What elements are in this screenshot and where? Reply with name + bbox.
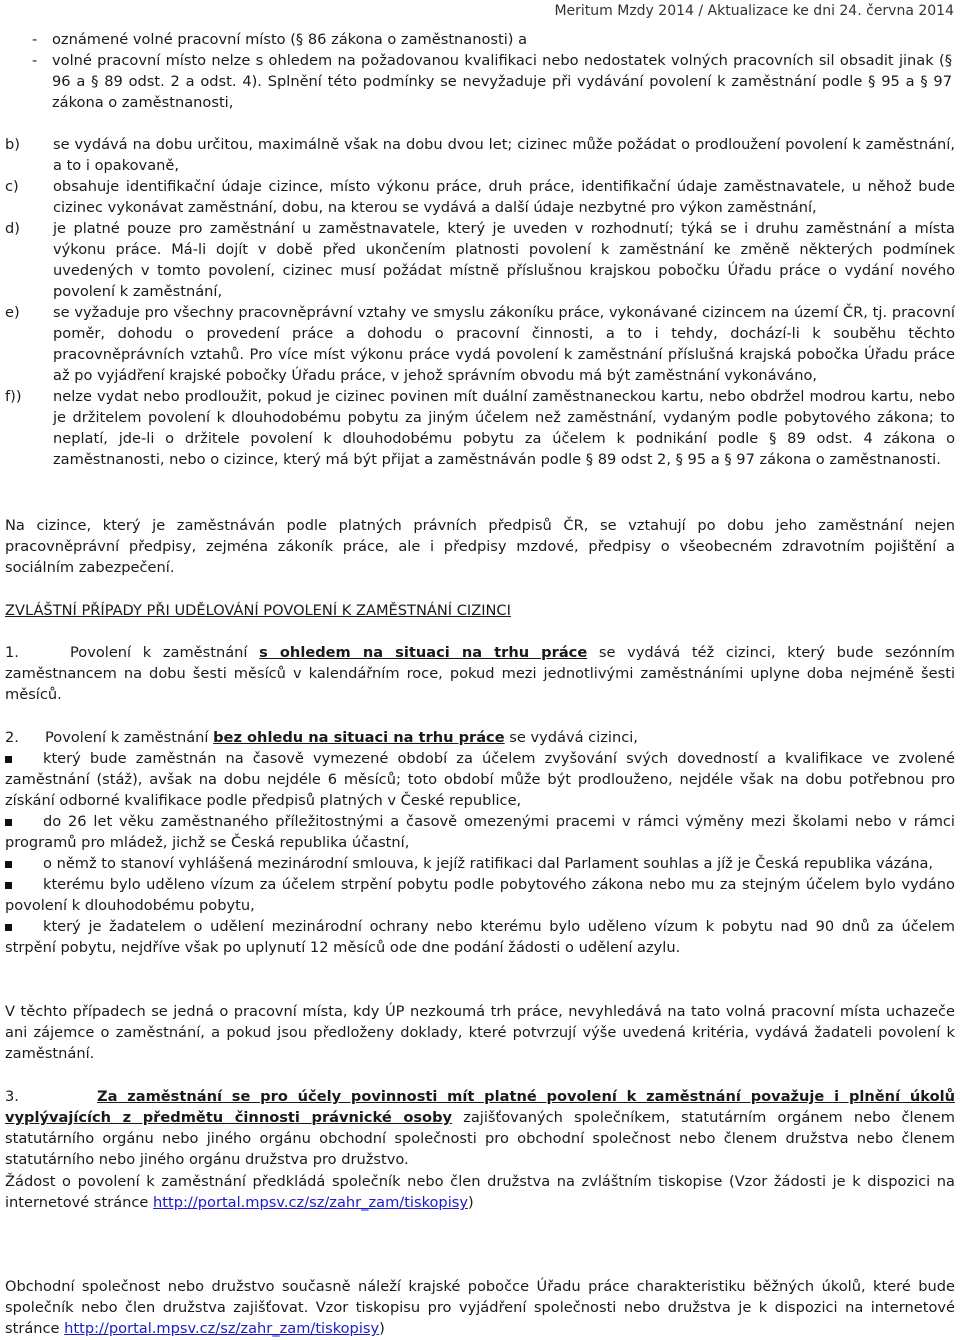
paragraph-zadost-tail: ): [468, 1194, 474, 1211]
bullet-text: který je žadatelem o udělení mezinárodní ochrany nebo kterému bylo uděleno vízum k pobytu nad 90 dnů za účelem strpění pobytu, nejdříve však po uplynutí 12 měsíců ode dne podání žádosti o udělení azylu.: [5, 918, 955, 956]
dash-icon: -: [32, 31, 38, 48]
section-3: [5, 1086, 955, 1170]
bullet-item: [5, 916, 955, 958]
paragraph-zadost-text: Žádost o povolení k zaměstnání předkládá společník nebo člen družstva na zvláštním tiskopise (Vzor žádosti je k dispozici na internetové stránce: [5, 1173, 955, 1211]
paragraph-zadost: [5, 1171, 955, 1213]
square-bullet-icon: [5, 819, 12, 826]
section-number: 3.: [5, 1088, 19, 1105]
section-number: 1.: [5, 644, 19, 661]
bullet-text: který bude zaměstnán na časově vymezené období za účelem zvyšování svých dovedností a kvalifikace ve zvolené zaměstnání (stáž), avšak na dobu nejdéle 6 měsíců; toto období může být prodlouženo, nejdéle však na dobu potřebnou pro získání odborné kvalifikace podle předpisů platných v České republice,: [5, 750, 955, 809]
section-2-intro: [5, 727, 955, 748]
item-text: nelze vydat nebo prodloužit, pokud je cizinec povinen mít duální zaměstnaneckou kartu, nebo obdržel modrou kartu, nebo je držitelem povolení k dlouhodobému pobytu za jiným účelem než zaměstnání, vydaným podle pobytového zákona; to neplatí, jde-li o držitele povolení k dlouhodobému pobytu za účelem k podnikání podle § 89 odst. 4 zákona o zaměstnanosti, nebo o cizince, který má být přijat a zaměstnáván podle § 89 odst 2, § 95 a § 97 zákona o zaměstnanosti.: [53, 388, 955, 468]
tiskopisy-link[interactable]: http://portal.mpsv.cz/sz/zahr_zam/tiskopisy: [153, 1194, 468, 1211]
item-text: se vyžaduje pro všechny pracovněprávní vztahy ve smyslu zákoníku práce, vykonávané cizincem na území ČR, tj. pracovní poměr, dohodu o provedení práce a dohodu o pracovní činnosti, a to i tehdy, dochází-li k souběhu těchto pracovněprávních vztahů. Pro více míst výkonu práce vydá povolení k zaměstnání příslušná krajská pobočka Úřadu práce až po vyjádření krajské pobočky Úřadu práce, v jehož správním obvodu má být zaměstnání vykonáváno,: [53, 304, 955, 384]
section-1-pre: Povolení k zaměstnání: [70, 644, 260, 661]
square-bullet-icon: [5, 756, 12, 763]
bullet-item: [5, 874, 955, 916]
list-item: [32, 50, 952, 113]
item-label: c): [5, 178, 19, 195]
bullet-text: kterému bylo uděleno vízum za účelem strpění pobytu podle pobytového zákona nebo mu za stejným účelem bylo vydáno povolení k dlouhodobému pobytu,: [5, 876, 955, 914]
list-item-text: volné pracovní místo nelze s ohledem na požadovanou kvalifikaci nebo nedostatek volných pracovních sil obsadit jinak (§ 96 a § 89 odst. 2 a odst. 4). Splnění této podmínky se nevyžaduje při vydávání povolení k zaměstnání podle § 95 a § 97 zákona o zaměstnanosti,: [52, 52, 952, 111]
page-header: Meritum Mzdy 2014 / Aktualizace ke dni 24. června 2014: [554, 3, 954, 19]
list-item-text: oznámené volné pracovní místo (§ 86 zákona o zaměstnanosti) a: [52, 31, 528, 48]
tiskopisy-link[interactable]: http://portal.mpsv.cz/sz/zahr_zam/tiskopisy: [64, 1320, 380, 1337]
section-1-post: se vydává též cizinci, který bude sezónním zaměstnancem na dobu šesti měsíců v kalendářním roce, pokud mezi jednotlivými zaměstnáními uplyne doba nejméně šesti měsíců.: [5, 644, 956, 703]
bullet-item: [5, 853, 955, 874]
section-2-post: se vydává cizinci,: [504, 729, 638, 746]
lettered-list: [5, 134, 955, 470]
paragraph-cizince: Na cizince, který je zaměstnáván podle platných právních předpisů ČR, se vztahují po dobu jeho zaměstnání nejen pracovněprávní předpisy, zejména zákoník práce, ale i předpisy mzdové, předpisy o všeobecném zdravotním pojištění a sociálním zabezpečení.: [5, 517, 955, 576]
lettered-item: [5, 134, 955, 176]
square-bullet-icon: [5, 924, 12, 931]
bullet-text: do 26 let věku zaměstnaného příležitostnými a časově omezenými pracemi v rámci výměny mezi školami nebo v rámci programů pro mládež, jichž se Česká republika účastní,: [5, 813, 955, 851]
paragraph-up: V těchto případech se jedná o pracovní místa, kdy ÚP nezkoumá trh práce, nevyhledává na tato volná pracovní místa uchazeče ani zájemce o zaměstnání, a pokud jsou předloženy doklady, které potvrzují výše uvedená kritéria, vydává žadateli povolení k zaměstnání.: [5, 1003, 955, 1062]
lettered-item: [5, 176, 955, 218]
item-label: e): [5, 304, 20, 321]
section-2-pre: Povolení k zaměstnání: [45, 729, 214, 746]
item-text: obsahuje identifikační údaje cizince, místo výkonu práce, druh práce, identifikační údaje zaměstnavatele, u něhož bude cizinec vykonávat zaměstnání, dobu, na kterou se vydává a další údaje nezbytné pro výkon zaměstnání,: [53, 178, 955, 216]
paragraph-obchodni-text: Obchodní společnost nebo družstvo současně náleží krajské pobočce Úřadu práce charakteristiku běžných úkolů, které bude společník nebo člen družstva zajišťovat. Vzor tiskopisu pro vyjádření společnosti nebo družstva je k dispozici na internetové stránce: [5, 1278, 955, 1337]
top-list: [32, 29, 952, 113]
bullet-item: [5, 748, 955, 811]
list-item: [32, 29, 952, 50]
item-label: b): [5, 136, 20, 153]
item-label: f)): [5, 388, 22, 405]
square-bullet-icon: [5, 882, 12, 889]
dash-icon: -: [32, 52, 38, 69]
section-heading: ZVLÁŠTNÍ PŘÍPADY PŘI UDĚLOVÁNÍ POVOLENÍ K ZAMĚSTNÁNÍ CIZINCI: [5, 602, 511, 619]
section-1: [5, 642, 955, 705]
item-text: je platné pouze pro zaměstnání u zaměstnavatele, který je uveden v rozhodnutí; týká se i druhu zaměstnání a místa výkonu práce. Má-li dojít v době před ukončením platnosti povolení k zaměstnání ke změně některých podmínek uvedených v tomto povolení, cizinec musí požádat místně příslušnou krajskou pobočku Úřadu práce o vydání nového povolení k zaměstnání,: [53, 220, 955, 300]
paragraph-obchodni: [5, 1276, 955, 1339]
section-3-bold: Za zaměstnání se pro účely povinnosti mít platné povolení k zaměstnání považuje i plnění úkolů vyplývajících z předmětu činnosti právnické osoby: [5, 1088, 955, 1126]
lettered-item: [5, 218, 955, 302]
item-text: se vydává na dobu určitou, maximálně však na dobu dvou let; cizinec může požádat o prodloužení povolení k zaměstnání, a to i opakovaně,: [53, 136, 955, 174]
square-bullet-icon: [5, 861, 12, 868]
bullet-text: o němž to stanoví vyhlášená mezinárodní smlouva, k jejíž ratifikaci dal Parlament souhlas a jíž je Česká republika vázána,: [43, 855, 934, 872]
section-3-post: zajišťovaných společníkem, statutárním orgánem nebo členem statutárního orgánu nebo jiného orgánu obchodní společnosti pro obchodní společnost nebo členem družstva nebo členem statutárního nebo jiného orgánu družstva pro družstvo.: [5, 1109, 955, 1168]
section-1-bold: s ohledem na situaci na trhu práce: [259, 644, 588, 661]
section-2-bold: bez ohledu na situaci na trhu práce: [213, 729, 505, 746]
lettered-item: [5, 302, 955, 386]
lettered-item: [5, 386, 955, 470]
section-2: [5, 727, 955, 958]
paragraph-obchodni-tail: ): [379, 1320, 385, 1337]
bullet-item: [5, 811, 955, 853]
item-label: d): [5, 220, 20, 237]
section-number: 2.: [5, 729, 19, 746]
